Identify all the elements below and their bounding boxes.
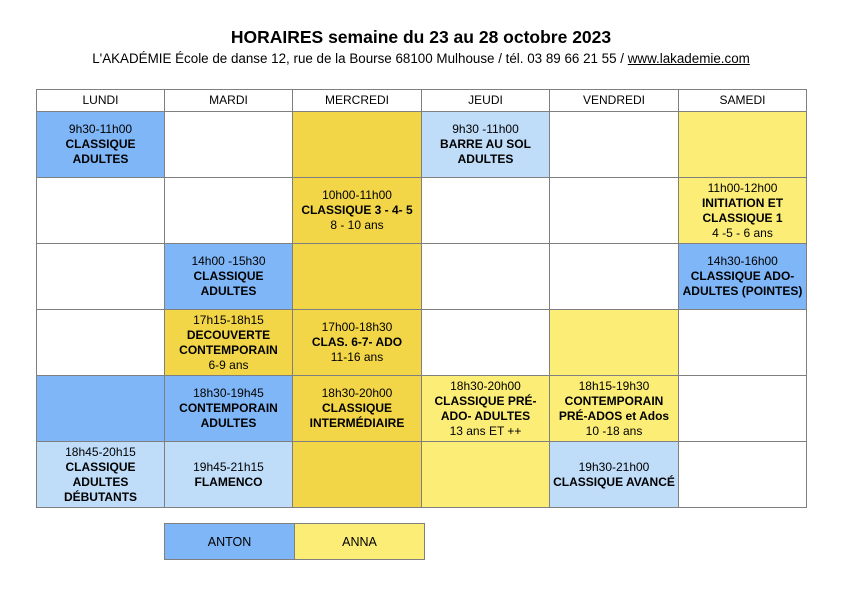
empty-cell: [550, 244, 679, 310]
empty-cell: [293, 442, 422, 508]
class-name: DECOUVERTE CONTEMPORAIN: [179, 327, 278, 357]
teacher-legend: [164, 523, 425, 560]
day-header-vendredi: VENDREDI: [550, 90, 679, 112]
empty-cell: [165, 178, 293, 244]
class-time: 11h00-12h00: [707, 180, 778, 195]
empty-cell: [37, 310, 165, 376]
class-age: 6-9 ans: [208, 357, 249, 372]
class-cell: [679, 178, 807, 244]
legend-anna: ANNA: [295, 524, 425, 560]
schedule-row: [37, 244, 807, 310]
class-time: 18h30-20h00: [450, 378, 521, 393]
website-link[interactable]: www.lakademie.com: [627, 51, 750, 66]
class-cell: [293, 376, 422, 442]
class-cell: [422, 112, 550, 178]
class-time: 10h00-11h00: [322, 188, 392, 202]
class-cell: [165, 376, 293, 442]
schedule-row: [37, 178, 807, 244]
class-cell: [37, 442, 165, 508]
class-age: 10 -18 ans: [585, 423, 643, 438]
day-header-samedi: SAMEDI: [679, 90, 807, 112]
class-name: CONTEMPORAIN PRÉ-ADOS et Ados: [558, 393, 670, 423]
legend-anton: ANTON: [165, 524, 295, 560]
class-cell: [550, 442, 679, 508]
class-name: CLASSIQUE ADULTES DÉBUTANTS: [63, 459, 138, 504]
empty-cell: [422, 442, 550, 508]
class-time: 18h30-19h45: [193, 386, 264, 400]
class-age: 13 ans ET ++: [449, 423, 522, 438]
schedule-row: [37, 112, 807, 178]
page-title: HORAIRES semaine du 23 au 28 octobre 2023: [230, 27, 612, 47]
class-name: INITIATION ET CLASSIQUE 1: [701, 195, 784, 225]
empty-cell: [293, 112, 422, 178]
class-time: 17h00-18h30: [321, 320, 393, 334]
empty-cell: [679, 112, 807, 178]
class-cell: [165, 442, 293, 508]
class-time: 9h30 -11h00: [452, 122, 519, 136]
class-name: FLAMENCO: [194, 474, 263, 489]
class-cell: [679, 244, 807, 310]
empty-cell: [679, 310, 807, 376]
day-header-mercredi: MERCREDI: [293, 90, 422, 112]
class-time: 18h45-20h15: [65, 444, 136, 459]
empty-cell: [422, 178, 550, 244]
weekly-schedule-table: [36, 89, 807, 508]
empty-cell: [37, 178, 165, 244]
school-info: [0, 51, 842, 66]
class-name: CLASSIQUE AVANCÉ: [553, 474, 675, 489]
class-time: 14h30-16h00: [707, 254, 778, 268]
schedule-row: [37, 376, 807, 442]
empty-cell: [679, 376, 807, 442]
class-age: 4 -5 - 6 ans: [712, 225, 773, 240]
schedule-row: [37, 310, 807, 376]
day-header-mardi: MARDI: [165, 90, 293, 112]
class-time: 19h30-21h00: [578, 459, 650, 474]
class-time: 17h15-18h15: [193, 312, 264, 327]
class-cell: [422, 376, 550, 442]
class-name: CONTEMPORAIN ADULTES: [179, 401, 278, 430]
empty-cell: [550, 310, 679, 376]
class-time: 18h30-20h00: [321, 386, 393, 400]
class-name: BARRE AU SOL ADULTES: [440, 137, 531, 166]
empty-cell: [679, 442, 807, 508]
class-cell: [37, 112, 165, 178]
class-name: CLASSIQUE 3 - 4- 5: [301, 203, 413, 217]
day-header-jeudi: JEUDI: [422, 90, 550, 112]
school-address: L'AKADÉMIE École de danse 12, rue de la Bourse 68100 Mulhouse / tél. 03 89 66 21 55 /: [92, 51, 628, 66]
class-name: CLASSIQUE ADO-ADULTES (POINTES): [682, 269, 803, 298]
empty-cell: [422, 310, 550, 376]
class-cell: [165, 244, 293, 310]
class-time: 9h30-11h00: [68, 122, 133, 136]
class-time: 14h00 -15h30: [191, 254, 266, 268]
class-cell: [550, 376, 679, 442]
class-cell: [293, 310, 422, 376]
empty-cell: [165, 112, 293, 178]
class-time: 19h45-21h15: [193, 459, 264, 474]
empty-cell: [422, 244, 550, 310]
empty-cell: [37, 376, 165, 442]
empty-cell: [293, 244, 422, 310]
empty-cell: [550, 112, 679, 178]
class-name: CLASSIQUE ADULTES: [193, 269, 264, 298]
class-cell: [165, 310, 293, 376]
class-name: CLAS. 6-7- ADO: [311, 335, 403, 349]
empty-cell: [550, 178, 679, 244]
class-name: CLASSIQUE PRÉ-ADO- ADULTES: [434, 393, 537, 423]
empty-cell: [37, 244, 165, 310]
class-age: 8 - 10 ans: [330, 218, 384, 232]
day-header-lundi: LUNDI: [37, 90, 165, 112]
class-cell: [293, 178, 422, 244]
day-header-row: [37, 90, 807, 112]
class-age: 11-16 ans: [330, 350, 384, 364]
class-name: CLASSIQUE ADULTES: [65, 137, 136, 166]
schedule-row: [37, 442, 807, 508]
class-time: 18h15-19h30: [578, 378, 650, 393]
class-name: CLASSIQUE INTERMÉDIAIRE: [309, 401, 405, 430]
